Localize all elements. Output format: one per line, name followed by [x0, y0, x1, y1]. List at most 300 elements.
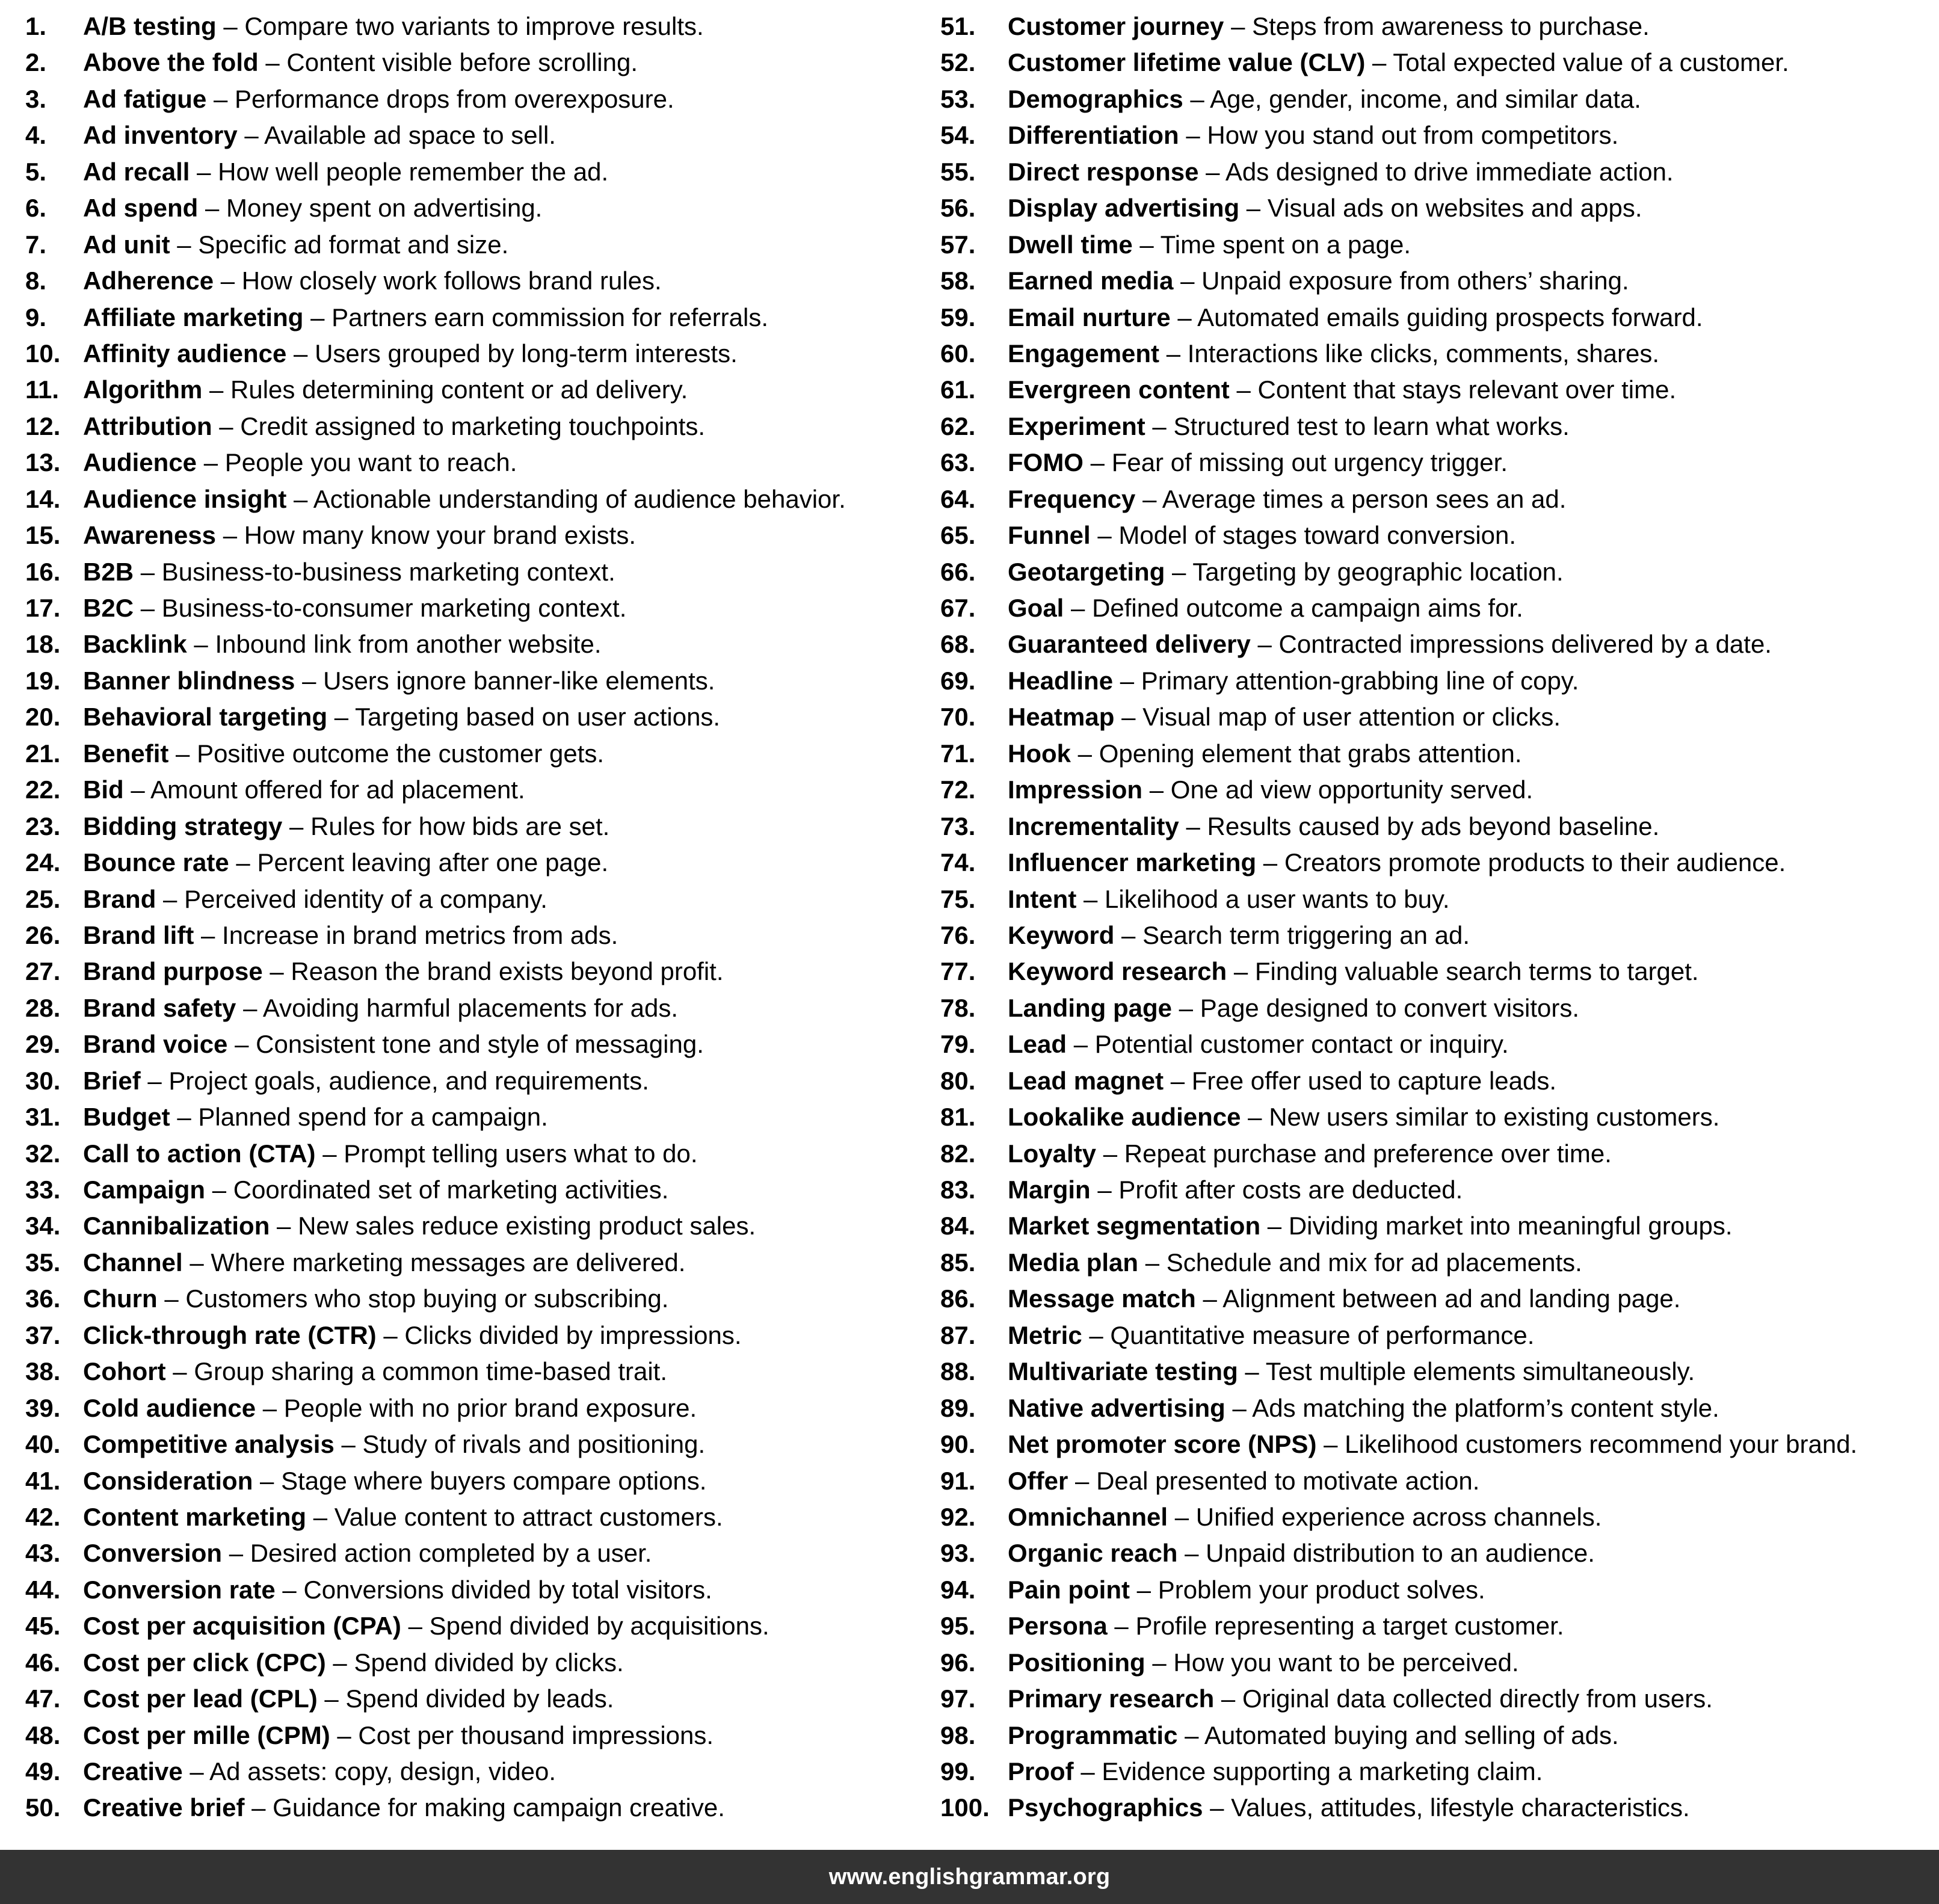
glossary-entry — [940, 372, 1933, 408]
glossary-entry — [940, 1354, 1933, 1390]
entry-term: Audience — [83, 448, 197, 477]
entry-definition: Search term triggering an ad. — [1142, 920, 1470, 949]
glossary-entry — [25, 81, 920, 117]
entry-body — [1008, 190, 1642, 226]
entry-term: Channel — [83, 1248, 183, 1277]
entry-definition: Amount offered for ad placement. — [150, 775, 525, 804]
entry-separator: – — [1183, 84, 1210, 113]
entry-separator: – — [1195, 1284, 1223, 1313]
entry-term: Organic reach — [1008, 1539, 1178, 1568]
entry-separator: – — [216, 12, 245, 40]
entry-separator: – — [1168, 1502, 1196, 1531]
entry-term: Guaranteed delivery — [1008, 630, 1251, 659]
entry-separator: – — [1067, 1030, 1095, 1059]
entry-term: A/B testing — [83, 12, 217, 40]
entry-number: 14. — [25, 484, 61, 513]
entry-term: Cold audience — [83, 1393, 256, 1422]
entry-number: 37. — [25, 1320, 61, 1349]
glossary-entry — [25, 1463, 920, 1499]
entry-term: Cost per click (CPC) — [83, 1648, 326, 1677]
glossary-entry — [940, 81, 1933, 117]
entry-definition: Ads matching the platform’s content style. — [1252, 1393, 1719, 1422]
entry-body — [83, 1499, 723, 1535]
entry-definition: Where marketing messages are delivered. — [211, 1248, 686, 1277]
entry-separator: – — [1238, 1357, 1266, 1386]
entry-term: Cost per mille (CPM) — [83, 1721, 330, 1749]
entry-body — [1008, 336, 1659, 372]
entry-separator: – — [214, 266, 242, 295]
entry-number: 87. — [940, 1320, 976, 1349]
entry-term: Persona — [1008, 1612, 1108, 1641]
entry-number: 71. — [940, 739, 976, 768]
entry-definition: Clicks divided by impressions. — [404, 1320, 742, 1349]
entry-number: 41. — [25, 1466, 61, 1495]
entry-number: 52. — [940, 48, 976, 77]
entry-separator: – — [1145, 1648, 1174, 1677]
entry-definition: Steps from awareness to purchase. — [1252, 12, 1650, 40]
glossary-entry — [25, 45, 920, 81]
entry-number: 35. — [25, 1248, 61, 1277]
entry-definition: Targeting by geographic location. — [1192, 557, 1564, 586]
entry-definition: How well people remember the ad. — [218, 157, 609, 186]
glossary-entry — [940, 1390, 1933, 1426]
glossary-entry — [940, 554, 1933, 590]
glossary-entry — [940, 1099, 1933, 1135]
entry-definition: Content that stays relevant over time. — [1257, 375, 1677, 404]
entry-number: 25. — [25, 884, 61, 913]
glossary-column-right — [923, 8, 1939, 1826]
entry-term: Customer lifetime value (CLV) — [1008, 48, 1366, 77]
entry-number: 12. — [25, 411, 61, 440]
entry-body — [83, 1317, 742, 1354]
entry-term: FOMO — [1008, 448, 1084, 477]
entry-number: 90. — [940, 1430, 976, 1459]
entry-body — [83, 554, 615, 590]
entry-number: 28. — [25, 993, 61, 1022]
glossary-entry — [25, 517, 920, 553]
entry-separator: – — [1179, 121, 1207, 150]
entry-number: 10. — [25, 339, 61, 368]
glossary-entry — [940, 1317, 1933, 1354]
entry-body — [83, 1281, 668, 1317]
entry-term: Display advertising — [1008, 194, 1240, 223]
entry-separator: – — [401, 1612, 430, 1641]
entry-number: 7. — [25, 230, 47, 259]
entry-definition: Users ignore banner-like elements. — [323, 666, 715, 695]
entry-definition: Free offer used to capture leads. — [1191, 1066, 1557, 1095]
entry-term: Goal — [1008, 594, 1064, 622]
entry-body — [1008, 1463, 1479, 1499]
glossary-entry — [25, 481, 920, 517]
entry-body — [1008, 736, 1522, 772]
footer-website-url[interactable]: www.englishgrammar.org — [828, 1864, 1111, 1890]
entry-term: Content marketing — [83, 1502, 307, 1531]
entry-separator: – — [1082, 1320, 1111, 1349]
glossary-entry — [25, 372, 920, 408]
entry-separator: – — [134, 557, 162, 586]
entry-separator: – — [1090, 521, 1119, 550]
entry-separator: – — [1177, 1721, 1204, 1749]
entry-number: 100. — [940, 1793, 990, 1822]
entry-definition: Automated buying and selling of ads. — [1204, 1721, 1619, 1749]
entry-body — [83, 300, 768, 336]
entry-body — [1008, 8, 1650, 45]
entry-definition: One ad view opportunity served. — [1170, 775, 1534, 804]
entry-definition: Rules for how bids are set. — [310, 812, 610, 840]
entry-term: Market segmentation — [1008, 1212, 1261, 1240]
entry-separator: – — [1172, 993, 1200, 1022]
entry-number: 13. — [25, 448, 61, 477]
glossary-entry — [25, 263, 920, 299]
entry-body — [83, 663, 715, 699]
entry-definition: People with no prior brand exposure. — [283, 1393, 697, 1422]
entry-term: Incrementality — [1008, 812, 1179, 840]
entry-body — [83, 336, 738, 372]
entry-number: 5. — [25, 157, 47, 186]
entry-number: 62. — [940, 411, 976, 440]
entry-body — [83, 772, 525, 808]
entry-separator: – — [1173, 266, 1202, 295]
glossary-entry — [25, 445, 920, 481]
entry-separator: – — [229, 848, 257, 877]
entry-definition: Evidence supporting a marketing claim. — [1102, 1757, 1543, 1785]
entry-body — [83, 1026, 704, 1062]
glossary-entry — [940, 699, 1933, 735]
glossary-entry — [940, 954, 1933, 990]
glossary-entry — [25, 736, 920, 772]
glossary-entry — [25, 1317, 920, 1354]
entry-separator: – — [216, 521, 244, 550]
entry-definition: Positive outcome the customer gets. — [197, 739, 605, 768]
glossary-entry — [940, 1718, 1933, 1754]
entry-separator: – — [182, 1757, 210, 1785]
entry-body — [1008, 372, 1676, 408]
entry-term: Geotargeting — [1008, 557, 1165, 586]
entry-definition: Prompt telling users what to do. — [344, 1139, 698, 1168]
entry-separator: – — [156, 884, 185, 913]
entry-term: Frequency — [1008, 484, 1136, 513]
entry-separator: – — [1090, 1175, 1119, 1204]
entry-term: Lead magnet — [1008, 1066, 1164, 1095]
entry-body — [83, 809, 609, 845]
glossary-entry — [25, 626, 920, 662]
glossary-entry — [940, 336, 1933, 372]
entry-term: Audience insight — [83, 484, 287, 513]
entry-separator: – — [236, 993, 263, 1022]
entry-definition: Targeting based on user actions. — [355, 703, 721, 732]
glossary-entry — [940, 1463, 1933, 1499]
glossary-entry — [25, 1718, 920, 1754]
entry-number: 27. — [25, 957, 61, 986]
entry-separator: – — [1250, 630, 1279, 659]
glossary-entry — [25, 1172, 920, 1208]
entry-definition: Original data collected directly from users. — [1242, 1684, 1713, 1713]
entry-separator: – — [325, 1648, 354, 1677]
entry-term: Creative — [83, 1757, 183, 1785]
glossary-entry — [940, 1208, 1933, 1244]
entry-separator: – — [1256, 848, 1284, 877]
entry-body — [83, 1535, 652, 1571]
entry-number: 64. — [940, 484, 976, 513]
entry-body — [1008, 1790, 1690, 1826]
entry-number: 56. — [940, 194, 976, 223]
entry-definition: Unified experience across channels. — [1195, 1502, 1602, 1531]
glossary-entry — [940, 1172, 1933, 1208]
entry-term: Ad spend — [83, 194, 199, 223]
entry-body — [83, 626, 602, 662]
entry-definition: Stage where buyers compare options. — [281, 1466, 707, 1495]
entry-body — [1008, 117, 1618, 153]
glossary-entry — [25, 1790, 920, 1826]
entry-term: Primary research — [1008, 1684, 1215, 1713]
entry-separator: – — [198, 194, 227, 223]
glossary-entry — [940, 8, 1933, 45]
entry-definition: How you stand out from competitors. — [1207, 121, 1619, 150]
entry-body — [1008, 699, 1561, 735]
entry-number: 76. — [940, 920, 976, 949]
entry-term: Evergreen content — [1008, 375, 1230, 404]
glossary-entry — [940, 517, 1933, 553]
entry-body — [1008, 1354, 1695, 1390]
glossary-entry — [940, 1790, 1933, 1826]
glossary-entry — [940, 1063, 1933, 1099]
entry-term: Influencer marketing — [1008, 848, 1257, 877]
entry-term: Differentiation — [1008, 121, 1179, 150]
entry-number: 36. — [25, 1284, 61, 1313]
entry-body — [83, 372, 688, 408]
entry-separator: – — [1145, 411, 1174, 440]
entry-number: 91. — [940, 1466, 976, 1495]
glossary-entry — [940, 736, 1933, 772]
entry-number: 30. — [25, 1066, 61, 1095]
entry-separator: – — [205, 1175, 233, 1204]
glossary-entry — [940, 1281, 1933, 1317]
entry-number: 65. — [940, 521, 976, 550]
entry-body — [83, 190, 542, 226]
entry-term: Direct response — [1008, 157, 1199, 186]
entry-definition: Business-to-business marketing context. — [161, 557, 615, 586]
entry-separator: – — [244, 1793, 273, 1822]
entry-definition: Consistent tone and style of messaging. — [256, 1030, 704, 1059]
entry-definition: Customers who stop buying or subscribing. — [185, 1284, 669, 1313]
entry-definition: Desired action completed by a user. — [250, 1539, 652, 1568]
entry-term: Behavioral targeting — [83, 703, 328, 732]
entry-body — [83, 517, 636, 553]
entry-body — [1008, 1063, 1556, 1099]
entry-term: Multivariate testing — [1008, 1357, 1238, 1386]
entry-definition: Ad assets: copy, design, video. — [209, 1757, 556, 1785]
entry-term: Ad recall — [83, 157, 190, 186]
entry-number: 39. — [25, 1393, 61, 1422]
entry-number: 75. — [940, 884, 976, 913]
entry-term: Creative brief — [83, 1793, 245, 1822]
entry-term: Earned media — [1008, 266, 1174, 295]
entry-separator: – — [1073, 1757, 1102, 1785]
entry-body — [1008, 1572, 1485, 1608]
entry-number: 79. — [940, 1030, 976, 1059]
entry-separator: – — [1165, 557, 1193, 586]
entry-term: Heatmap — [1008, 703, 1115, 732]
entry-body — [83, 1608, 769, 1644]
glossary-entry — [25, 1245, 920, 1281]
entry-separator: – — [315, 1139, 344, 1168]
glossary-entry — [940, 1499, 1933, 1535]
entry-body — [1008, 1390, 1719, 1426]
entry-number: 45. — [25, 1612, 61, 1641]
entry-body — [1008, 81, 1641, 117]
entry-body — [1008, 990, 1579, 1026]
entry-definition: Profile representing a target customer. — [1135, 1612, 1564, 1641]
entry-number: 86. — [940, 1284, 976, 1313]
glossary-entry — [940, 845, 1933, 881]
entry-definition: People you want to reach. — [224, 448, 517, 477]
entry-body — [1008, 45, 1789, 81]
entry-definition: Deal presented to motivate action. — [1096, 1466, 1480, 1495]
entry-definition: Time spent on a page. — [1160, 230, 1411, 259]
entry-number: 80. — [940, 1066, 976, 1095]
entry-separator: – — [376, 1320, 405, 1349]
entry-separator: – — [1164, 1066, 1192, 1095]
entry-number: 33. — [25, 1175, 61, 1204]
entry-body — [83, 227, 508, 263]
entry-body — [1008, 1426, 1857, 1462]
glossary-entry — [25, 1281, 920, 1317]
entry-separator: – — [170, 230, 199, 259]
entry-body — [1008, 1026, 1509, 1062]
glossary-entry — [940, 1572, 1933, 1608]
entry-separator: – — [282, 812, 311, 840]
entry-body — [1008, 809, 1659, 845]
glossary-columns — [0, 8, 1939, 1843]
entry-separator: – — [253, 1466, 282, 1495]
entry-separator: – — [286, 484, 313, 513]
entry-term: Native advertising — [1008, 1393, 1225, 1422]
entry-number: 73. — [940, 812, 976, 840]
entry-definition: Reason the brand exists beyond profit. — [291, 957, 724, 986]
entry-body — [83, 1681, 614, 1717]
glossary-entry — [940, 263, 1933, 299]
entry-body — [83, 445, 517, 481]
entry-definition: Planned spend for a campaign. — [198, 1103, 548, 1132]
entry-number: 77. — [940, 957, 976, 986]
entry-body — [1008, 917, 1470, 954]
entry-number: 15. — [25, 521, 61, 550]
entry-definition: Performance drops from overexposure. — [235, 84, 674, 113]
glossary-entry — [25, 1354, 920, 1390]
entry-number: 16. — [25, 557, 61, 586]
entry-number: 9. — [25, 303, 47, 331]
entry-separator: – — [1229, 375, 1258, 404]
entry-body — [1008, 626, 1772, 662]
entry-body — [83, 845, 608, 881]
glossary-entry — [25, 772, 920, 808]
entry-separator: – — [168, 739, 197, 768]
entry-separator: – — [270, 1212, 298, 1240]
entry-separator: – — [123, 775, 151, 804]
glossary-entry — [940, 772, 1933, 808]
entry-body — [1008, 1208, 1733, 1244]
entry-separator: – — [134, 594, 162, 622]
entry-separator: – — [258, 48, 287, 77]
entry-definition: Project goals, audience, and requirements. — [168, 1066, 649, 1095]
entry-separator: – — [1132, 230, 1161, 259]
entry-term: Lookalike audience — [1008, 1103, 1241, 1132]
entry-separator: – — [194, 920, 223, 949]
glossary-entry — [25, 1681, 920, 1717]
entry-definition: Automated emails guiding prospects forward. — [1197, 303, 1703, 331]
entry-term: Conversion rate — [83, 1575, 276, 1604]
glossary-entry — [940, 45, 1933, 81]
entry-body — [1008, 1645, 1519, 1681]
entry-number: 24. — [25, 848, 61, 877]
entry-term: Algorithm — [83, 375, 203, 404]
entry-number: 74. — [940, 848, 976, 877]
entry-term: Competitive analysis — [83, 1430, 334, 1459]
entry-number: 22. — [25, 775, 61, 804]
entry-definition: Primary attention-grabbing line of copy. — [1141, 666, 1579, 695]
entry-definition: Content visible before scrolling. — [286, 48, 638, 77]
entry-term: Keyword research — [1008, 957, 1227, 986]
entry-separator: – — [237, 121, 265, 150]
entry-separator: – — [303, 303, 332, 331]
entry-separator: – — [1107, 1612, 1136, 1641]
entry-definition: Ads designed to drive immediate action. — [1225, 157, 1674, 186]
glossary-entry — [25, 117, 920, 153]
entry-definition: How you want to be perceived. — [1173, 1648, 1519, 1677]
entry-number: 11. — [25, 375, 60, 404]
entry-definition: Schedule and mix for ad placements. — [1166, 1248, 1582, 1277]
entry-body — [83, 1172, 668, 1208]
entry-body — [1008, 227, 1411, 263]
entry-term: Experiment — [1008, 411, 1145, 440]
entry-separator: – — [1227, 957, 1255, 986]
entry-term: Affinity audience — [83, 339, 287, 368]
entry-term: Ad inventory — [83, 121, 238, 150]
entry-body — [83, 1426, 705, 1462]
entry-separator: – — [275, 1575, 304, 1604]
entry-term: Programmatic — [1008, 1721, 1178, 1749]
entry-term: Demographics — [1008, 84, 1183, 113]
entry-definition: Spend divided by clicks. — [354, 1648, 624, 1677]
glossary-entry — [25, 554, 920, 590]
entry-number: 88. — [940, 1357, 976, 1386]
entry-body — [1008, 1317, 1534, 1354]
entry-definition: Cost per thousand impressions. — [358, 1721, 714, 1749]
entry-body — [1008, 263, 1629, 299]
entry-term: Adherence — [83, 266, 214, 295]
entry-separator: – — [157, 1284, 186, 1313]
entry-body — [1008, 954, 1699, 990]
entry-body — [83, 1390, 697, 1426]
entry-definition: Spend divided by leads. — [345, 1684, 614, 1713]
entry-definition: Profit after costs are deducted. — [1118, 1175, 1463, 1204]
entry-term: Landing page — [1008, 993, 1172, 1022]
entry-definition: Partners earn commission for referrals. — [331, 303, 769, 331]
glossary-entry — [940, 1754, 1933, 1790]
entry-definition: Potential customer contact or inquiry. — [1094, 1030, 1509, 1059]
entry-separator: – — [197, 448, 225, 477]
entry-term: Cohort — [83, 1357, 166, 1386]
glossary-entry — [940, 990, 1933, 1026]
entry-term: Funnel — [1008, 521, 1091, 550]
entry-number: 60. — [940, 339, 976, 368]
entry-number: 57. — [940, 230, 976, 259]
entry-term: Backlink — [83, 630, 187, 659]
entry-term: Cost per acquisition (CPA) — [83, 1612, 401, 1641]
entry-number: 95. — [940, 1612, 976, 1641]
entry-body — [83, 1645, 624, 1681]
entry-body — [83, 736, 604, 772]
